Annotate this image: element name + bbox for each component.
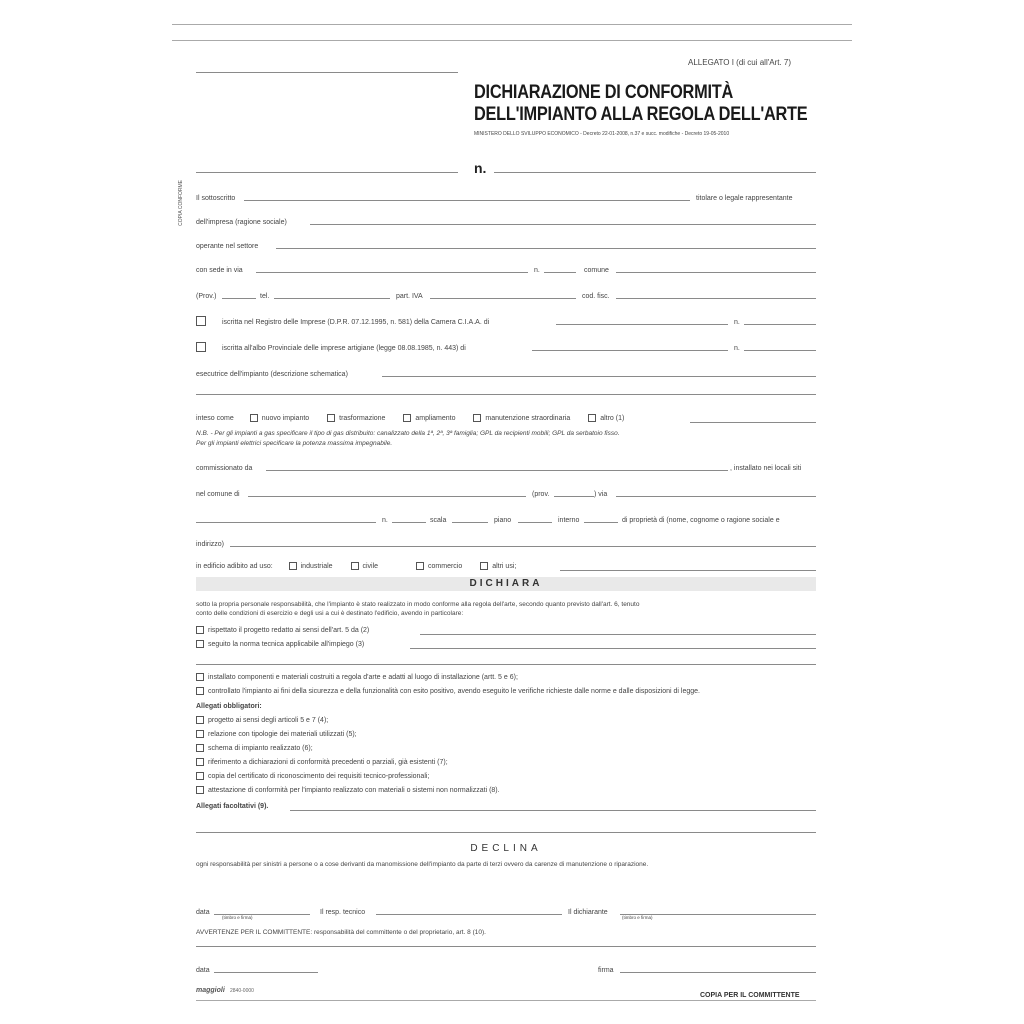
checkbox-albo[interactable] (196, 342, 206, 352)
field-comune[interactable] (616, 272, 816, 273)
field-albo-n[interactable] (744, 350, 816, 351)
field-registro-cciaa[interactable] (556, 324, 728, 325)
checkbox-controllato[interactable] (196, 687, 204, 695)
field-altro[interactable] (690, 422, 816, 423)
number-label: n. (474, 160, 487, 176)
option-altri-usi: altri usi; (492, 563, 517, 570)
allegato-item (196, 772, 429, 781)
label-inteso-come: inteso come (196, 415, 234, 422)
label-resp-tecnico: Il resp. tecnico (320, 909, 366, 916)
checkbox-allegato-1[interactable] (196, 716, 204, 724)
label-sottoscritto: Il sottoscritto (196, 195, 236, 202)
label-allegato-6: attestazione di conformità per l'impianto realizzato con materiali o sistemi non normalizzati (8). (208, 787, 500, 794)
avvertenze: AVVERTENZE PER IL COMMITTENTE: responsabilità del committente o del proprietario, art. 8 (10). (196, 929, 486, 936)
row-registro (196, 314, 816, 326)
label-piano: piano (494, 517, 512, 524)
label-installato-comp: installato componenti e materiali costruiti a regola d'arte e adatti al luogo di installazione (artt. 5 e 6); (208, 674, 518, 681)
dichiara-item-progetto (196, 626, 369, 635)
option-trasformazione: trasformazione (339, 415, 386, 422)
label-edificio: in edificio adibito ad uso: (196, 563, 273, 570)
label-indirizzo: indirizzo) (196, 541, 225, 548)
label-timbro-1: (timbro e firma) (222, 915, 253, 920)
label-piva: part. IVA (396, 293, 423, 300)
row-signatures (196, 904, 816, 916)
field-codfisc[interactable] (616, 298, 816, 299)
label-installato: , installato nei locali siti (730, 465, 802, 472)
checkbox-commercio[interactable] (416, 562, 424, 570)
option-altro: altro (1) (600, 415, 625, 422)
row-impresa (196, 214, 816, 226)
dichiara-intro-2: conto delle condizioni di esercizio e degli usi a cui è destinato l'edificio, avendo in particolare: (196, 610, 464, 617)
field-facoltativi[interactable] (290, 810, 816, 811)
label-norma: seguito la norma tecnica applicabile all'impiego (3) (208, 641, 365, 648)
label-proprieta: di proprietà di (nome, cognome o ragione sociale e (622, 517, 780, 524)
label-comune: comune (584, 267, 609, 274)
label-progetto: rispettato il progetto redatto ai sensi dell'art. 5 da (2) (208, 627, 370, 634)
label-firma: firma (598, 967, 614, 974)
row-albo (196, 340, 816, 352)
field-norma[interactable] (410, 648, 816, 649)
field-tel[interactable] (274, 298, 390, 299)
field-esecutrice[interactable] (382, 376, 816, 377)
dichiara-heading: DICHIARA (469, 578, 543, 589)
label-operante: operante nel settore (196, 243, 259, 250)
checkbox-installato[interactable] (196, 673, 204, 681)
row-data-firma (196, 962, 816, 974)
label-registro-n: n. (734, 319, 740, 326)
checkbox-allegato-2[interactable] (196, 730, 204, 738)
field-interno[interactable] (584, 522, 618, 523)
allegato-item (196, 730, 357, 739)
checkbox-ampliamento[interactable] (403, 414, 411, 422)
field-commissionato[interactable] (266, 470, 728, 471)
field-impresa[interactable] (310, 224, 816, 225)
copia-committente: COPIA PER IL COMMITTENTE (700, 992, 800, 999)
checkbox-allegato-6[interactable] (196, 786, 204, 794)
field-indirizzo[interactable] (230, 546, 816, 547)
field-albo-provincia[interactable] (532, 350, 728, 351)
allegato-item (196, 786, 500, 795)
label-prov-open: (prov. (532, 491, 550, 498)
number-field[interactable] (494, 172, 816, 173)
option-commercio: commercio (428, 563, 463, 570)
allegato-item (196, 744, 313, 753)
dichiara-item-installato (196, 673, 518, 682)
document-title-line1: DICHIARAZIONE DI CONFORMITÀ (474, 82, 734, 103)
declina-text: ogni responsabilità per sinistri a persone o a cose derivanti da manomissione dell'impianto da parte di terzi ovvero da carenze di manutenzione o riparazione. (196, 861, 649, 868)
checkbox-allegato-4[interactable] (196, 758, 204, 766)
row-operante (196, 238, 816, 250)
label-interno: interno (558, 517, 580, 524)
row-inteso-come (196, 414, 640, 423)
side-label: COPIA CONFORME (178, 180, 184, 226)
field-prov[interactable] (222, 298, 256, 299)
brand-logo: maggioli (196, 987, 225, 994)
field-data-2[interactable] (214, 972, 318, 973)
label-allegato-1: progetto ai sensi degli articoli 5 e 7 (4); (208, 717, 329, 724)
label-allegato-2: relazione con tipologie dei materiali utilizzati (5); (208, 731, 357, 738)
row-nel-comune (196, 486, 816, 498)
allegato-item (196, 716, 328, 725)
document-subtitle: MINISTERO DELLO SVILUPPO ECONOMICO - Decreto 22-01-2008, n.37 e succ. modifiche - Decreto 19-05-2010 (474, 131, 730, 137)
checkbox-progetto[interactable] (196, 626, 204, 634)
label-esecutrice: esecutrice dell'impianto (descrizione schematica) (196, 371, 348, 378)
checkbox-norma[interactable] (196, 640, 204, 648)
allegato-label: ALLEGATO I (di cui all'Art. 7) (688, 58, 792, 67)
top-rule (172, 24, 852, 25)
checkbox-nuovo-impianto[interactable] (250, 414, 258, 422)
row-indirizzo (196, 536, 816, 548)
label-commissionato: commissionato da (196, 465, 253, 472)
form-code: 2840-0000 (230, 988, 254, 994)
label-tel: tel. (260, 293, 270, 300)
nb-line1: N.B. - Per gli impianti a gas specificare il tipo di gas distribuito: canalizzato della 1ª, 2ª, 3ª famiglia; GPL da recipienti mobili; GPL da serbatoio fisso. (196, 430, 620, 437)
allegati-facoltativi: Allegati facoltativi (9). (196, 803, 269, 810)
label-titolare: titolare o legale rappresentante (696, 195, 793, 202)
field-via2[interactable] (616, 496, 816, 497)
label-albo: iscritta all'albo Provinciale delle imprese artigiane (legge 08.08.1985, n. 443) di (222, 345, 466, 352)
field-nel-comune[interactable] (248, 496, 526, 497)
option-nuovo-impianto: nuovo impianto (261, 415, 310, 422)
field-registro-n[interactable] (744, 324, 816, 325)
row-edificio (196, 562, 532, 571)
checkbox-manutenzione[interactable] (473, 414, 481, 422)
label-impresa: dell'impresa (ragione sociale) (196, 219, 287, 226)
label-dichiarante: Il dichiarante (568, 909, 608, 916)
dichiara-item-controllato (196, 687, 700, 696)
field-facoltativi-line2[interactable] (196, 832, 816, 833)
header-blank-line-2 (196, 172, 458, 173)
allegato-item (196, 758, 448, 767)
nb-line2: Per gli impianti elettrici specificare la potenza massima impegnabile. (196, 440, 393, 447)
checkbox-altri-usi[interactable] (480, 562, 488, 570)
checkbox-industriale[interactable] (289, 562, 297, 570)
field-altri-usi[interactable] (560, 570, 816, 571)
option-civile: civile (362, 563, 379, 570)
dichiara-item-norma (196, 640, 364, 649)
label-n2: n. (382, 517, 388, 524)
row-sede (196, 262, 816, 274)
field-operante[interactable] (276, 248, 816, 249)
bottom-rule (196, 1000, 816, 1001)
label-data: data (196, 909, 210, 916)
row-commissionato (196, 460, 816, 472)
row-prov (196, 288, 816, 300)
label-sede: con sede in via (196, 267, 243, 274)
option-ampliamento: ampliamento (415, 415, 456, 422)
field-civico[interactable] (544, 272, 576, 273)
label-nel-comune: nel comune di (196, 491, 240, 498)
field-prov2[interactable] (554, 496, 594, 497)
header-blank-line (196, 72, 458, 73)
row-esecutrice (196, 366, 816, 378)
label-scala: scala (430, 517, 447, 524)
label-albo-n: n. (734, 345, 740, 352)
field-norma-line2[interactable] (196, 664, 816, 665)
field-scala[interactable] (452, 522, 488, 523)
field-resp-tecnico[interactable] (376, 914, 562, 915)
field-via[interactable] (256, 272, 528, 273)
field-firma[interactable] (620, 972, 816, 973)
field-piano[interactable] (518, 522, 552, 523)
row-sottoscritto (196, 190, 816, 202)
label-allegato-4: riferimento a dichiarazioni di conformità precedenti o parziali, già esistenti (7); (208, 759, 448, 766)
label-prov: (Prov.) (196, 293, 217, 300)
field-avvertenze[interactable] (196, 946, 816, 947)
checkbox-trasformazione[interactable] (327, 414, 335, 422)
label-n: n. (534, 267, 540, 274)
declina-heading: DECLINA (470, 843, 542, 854)
field-esecutrice-line2[interactable] (196, 394, 816, 395)
document-title-line2: DELL'IMPIANTO ALLA REGOLA DELL'ARTE (474, 104, 808, 125)
allegati-title: Allegati obbligatori: (196, 703, 262, 710)
label-codfisc: cod. fisc. (582, 293, 610, 300)
field-piva[interactable] (430, 298, 576, 299)
option-manutenzione: manutenzione straordinaria (485, 415, 571, 422)
checkbox-allegato-3[interactable] (196, 744, 204, 752)
label-controllato: controllato l'impianto ai fini della sicurezza e della funzionalità con esito positivo, avendo eseguito le verifiche richieste dalle norme e dalle disposizioni di legge. (208, 688, 701, 695)
label-timbro-2: (timbro e firma) (622, 915, 653, 920)
checkbox-allegato-5[interactable] (196, 772, 204, 780)
field-progetto[interactable] (420, 634, 816, 635)
checkbox-registro[interactable] (196, 316, 206, 326)
label-allegato-5: copia del certificato di riconoscimento dei requisiti tecnico-professionali; (208, 773, 430, 780)
option-industriale: industriale (300, 563, 333, 570)
label-registro: iscritta nel Registro delle Imprese (D.P.R. 07.12.1995, n. 581) della Camera C.I.A.A. di (222, 319, 490, 326)
label-via: ) via (594, 491, 608, 498)
field-via-cont[interactable] (196, 522, 376, 523)
label-allegato-3: schema di impianto realizzato (6); (208, 745, 313, 752)
checkbox-altro[interactable] (588, 414, 596, 422)
field-sottoscritto[interactable] (244, 200, 690, 201)
row-scala (196, 512, 816, 524)
checkbox-civile[interactable] (351, 562, 359, 570)
field-n2[interactable] (392, 522, 426, 523)
label-data-2: data (196, 967, 210, 974)
dichiara-intro-1: sotto la propria personale responsabilità, che l'impianto è stato realizzato in modo conforme alla regola dell'arte, secondo quanto previsto dall'art. 6, tenuto (196, 601, 640, 608)
top-rule-2 (172, 40, 852, 41)
